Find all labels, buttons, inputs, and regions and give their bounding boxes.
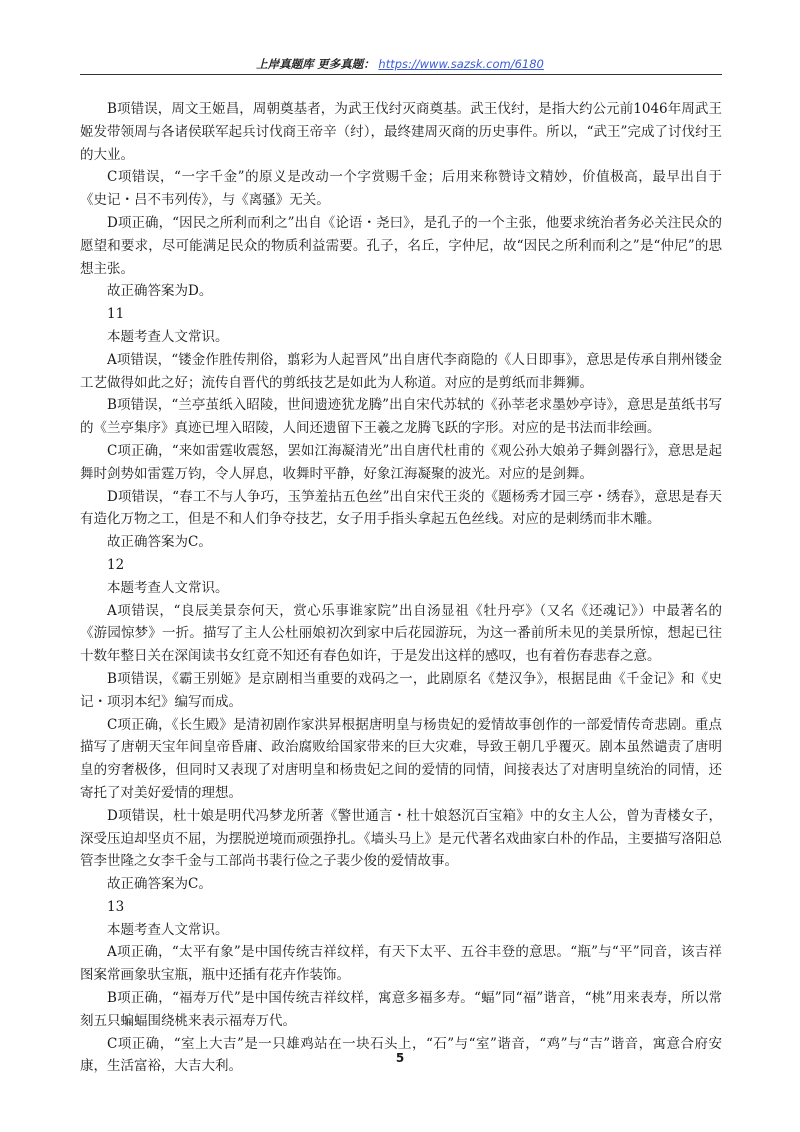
paragraph: A项正确，“太平有象”是中国传统吉祥纹样，有天下太平、五谷丰登的意思。“瓶”与“平”同音，该吉祥图案常画象驮宝瓶，瓶中还插有花卉作装饰。 [80, 944, 722, 984]
paragraph: B项错误，周文王姬昌，周朝奠基者，为武王伐纣灭商奠基。武王伐纣，是指大约公元前1046年周武王姬发带领周与各诸侯联军起兵讨伐商王帝辛（纣），最终建周灭商的历史事件。所以，“武王”完成了讨伐纣王的大业。 [80, 101, 722, 163]
paragraph: C项正确，《长生殿》是清初剧作家洪昇根据唐明皇与杨贵妃的爱情故事创作的一部爱情传奇悲剧。重点描写了唐朝天宝年间皇帝昏庸、政治腐败给国家带来的巨大灾难，导致王朝几乎覆灭。剧本虽然谴责了唐明皇的穷奢极侈，但同时又表现了对唐明皇和杨贵妃之间的爱情的同情，间接表达了对唐明皇统治的同情，还寄托了对美好爱情的理想。 [80, 716, 722, 801]
paragraph: B项错误，“兰亭茧纸入昭陵，世间遗迹犹龙腾”出自宋代苏轼的《孙莘老求墨妙亭诗》，意思是茧纸书写的《兰亭集序》真迹已埋入昭陵，人间还遗留下王羲之龙腾飞跃的字形。对应的是书法而非绘画。 [80, 397, 722, 437]
paragraph: B项错误，《霸王别姬》是京剧相当重要的戏码之一，此剧原名《楚汉争》，根据昆曲《千金记》和《史记・项羽本纪》编写而成。 [80, 670, 722, 710]
page-header [0, 56, 800, 72]
paragraph: C项正确，“来如雷霆收震怒，罢如江海凝清光”出自唐代杜甫的《观公孙大娘弟子舞剑器行》，意思是起舞时剑势如雷霆万钧，令人屏息，收舞时平静，好象江海凝聚的波光。对应的是剑舞。 [80, 442, 722, 482]
answer-line: 故正确答案为C。 [107, 876, 212, 893]
paragraph: A项错误，“良辰美景奈何天，赏心乐事谁家院”出自汤显祖《牡丹亭》（又名《还魂记》）中最著名的《游园惊梦》一折。描写了主人公杜丽娘初次到家中后花园游玩，为这一番前所未见的美景所惊，想起已往十数年整日关在深闺读书女红竟不知还有春色如许，于是发出这样的感叹，也有着伤春悲春之意。 [80, 602, 722, 665]
paragraph: C项正确，“室上大吉”是一只雄鸡站在一块石头上，“石”与“室”谐音，“鸡”与“吉”谐音，寓意合府安康，生活富裕，大吉大利。 [80, 1035, 722, 1075]
header-site-name: 上岸真题库 [256, 57, 314, 71]
paragraph: A项错误，“镂金作胜传荆俗，翦彩为人起晋风”出自唐代李商隐的《人日即事》，意思是传承自荆州镂金工艺做得如此之好；流传自晋代的剪纸技艺是如此为人称道。对应的是剪纸而非舞狮。 [80, 351, 722, 391]
header-url-link[interactable]: https://www.sazsk.com/6180 [378, 57, 544, 71]
topic-line: 本题考查人文常识。 [107, 921, 229, 938]
paragraph: C项错误，“一字千金”的原义是改动一个字赏赐千金；后用来称赞诗文精妙，价值极高，最早出自于《史记・吕不韦列传》，与《离骚》无关。 [80, 169, 722, 209]
paragraph: D项正确，“因民之所利而利之”出自《论语・尧曰》，是孔子的一个主张，他要求统治者务必关注民众的愿望和要求，尽可能满足民众的物质利益需要。孔子，名丘，字仲尼，故“因民之所利而利之”是“仲尼”的思想主张。 [80, 214, 722, 277]
question-number: 13 [107, 898, 125, 915]
document-body [80, 98, 722, 1078]
topic-line: 本题考查人文常识。 [107, 579, 229, 596]
paragraph: D项错误，杜十娘是明代冯梦龙所著《警世通言・杜十娘怒沉百宝箱》中的女主人公，曾为青楼女子，深受压迫却坚贞不屈，为摆脱逆境而顽强挣扎。《墙头马上》是元代著名戏曲家白朴的作品，主要描写洛阳总管李世隆之女李千金与工部尚书裴行俭之子裴少俊的爱情故事。 [80, 807, 722, 870]
header-more-label: 更多真题： [317, 57, 375, 71]
question-number: 11 [107, 306, 125, 323]
paragraph: D项错误，“春工不与人争巧，玉笋羞拈五色丝”出自宋代王炎的《题杨秀才园三亭・绣春》，意思是春天有造化万物之工，但是不和人们争夺技艺，女子用手指头拿起五色丝线。对应的是刺绣而非木雕。 [80, 488, 722, 528]
page-number: 5 [395, 1051, 405, 1065]
topic-line: 本题考查人文常识。 [107, 328, 229, 345]
answer-line: 故正确答案为C。 [107, 534, 212, 551]
header-divider [80, 74, 722, 75]
question-number: 12 [107, 556, 125, 573]
answer-line: 故正确答案为D。 [107, 283, 213, 300]
paragraph: B项正确，“福寿万代”是中国传统吉祥纹样，寓意多福多寿。“蝠”同“福”谐音，“桃”用来表寿，所以常刻五只蝙蝠围绕桃来表示福寿万代。 [80, 990, 722, 1029]
